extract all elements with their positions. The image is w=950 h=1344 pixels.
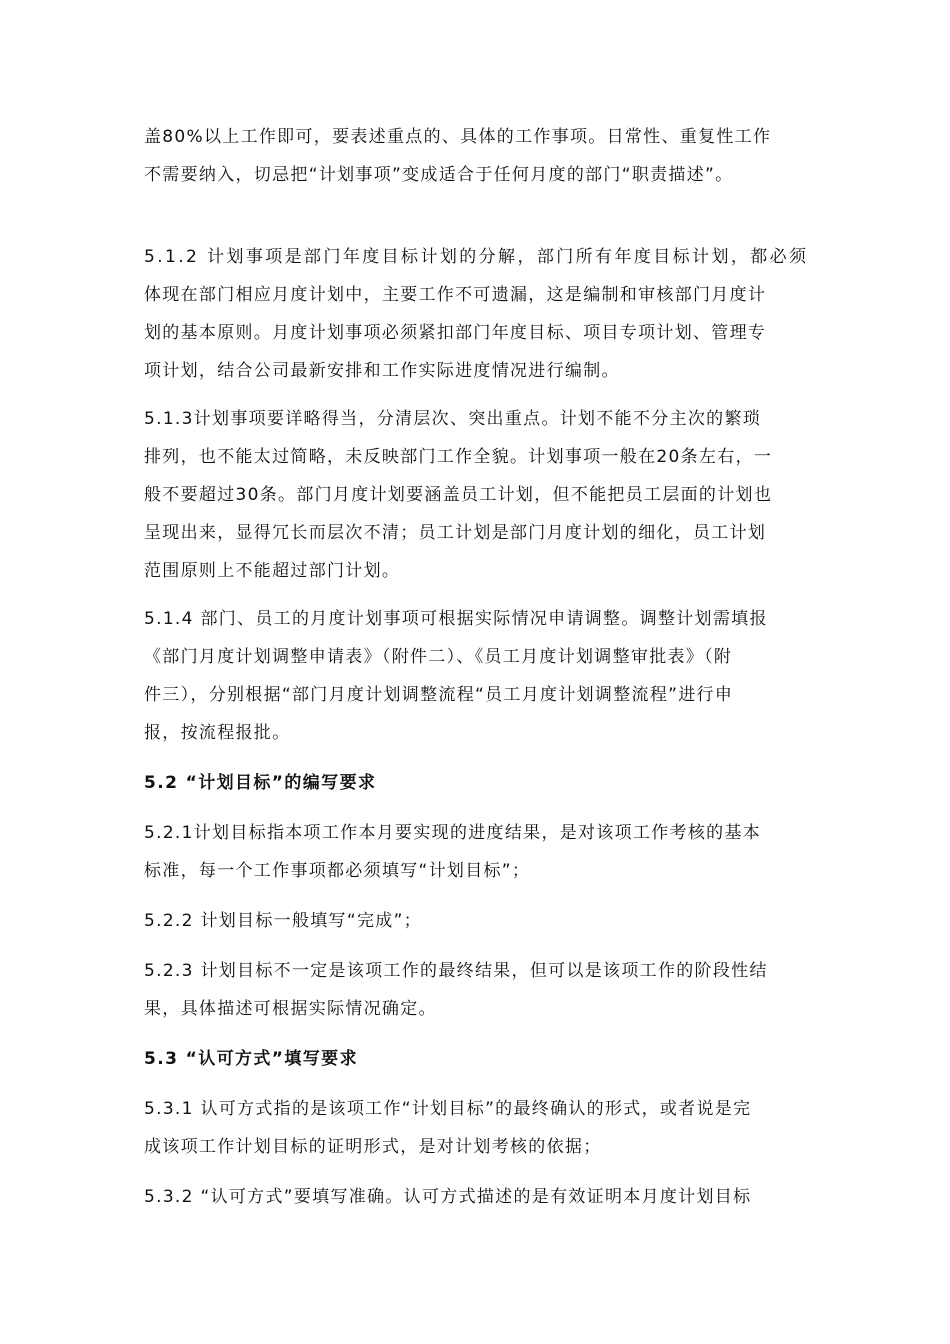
paragraph-line: 盖80%以上工作即可，要表述重点的、具体的工作事项。日常性、重复性工作 xyxy=(144,127,772,147)
paragraph-line: 5.3.2 “认可方式”要填写准确。认可方式描述的是有效证明本月度计划目标 xyxy=(144,1187,752,1207)
paragraph-line: 5.1.3计划事项要详略得当，分清层次、突出重点。计划不能不分主次的繁琐 xyxy=(144,409,762,429)
paragraph-line: 5.1.4 部门、员工的月度计划事项可根据实际情况申请调整。调整计划需填报 xyxy=(144,609,768,629)
paragraph-line: 5.1.2 计划事项是部门年度目标计划的分解，部门所有年度目标计划，都必须 xyxy=(144,247,809,267)
paragraph-line: 《部门月度计划调整申请表》（附件二）、《员工月度计划调整审批表》（附 xyxy=(144,647,733,667)
paragraph-line: 划的基本原则。月度计划事项必须紧扣部门年度目标、项目专项计划、管理专 xyxy=(144,323,767,343)
paragraph-line: 5.2.2 计划目标一般填写“完成”； xyxy=(144,911,422,931)
paragraph-line: 般不要超过30条。部门月度计划要涵盖员工计划，但不能把员工层面的计划也 xyxy=(144,485,773,505)
paragraph-line: 范围原则上不能超过部门计划。 xyxy=(144,561,401,581)
paragraph-line: 果，具体描述可根据实际情况确定。 xyxy=(144,999,437,1019)
paragraph-line: 5.2.1计划目标指本项工作本月要实现的进度结果，是对该项工作考核的基本 xyxy=(144,823,762,843)
paragraph-line: 呈现出来，显得冗长而层次不清；员工计划是部门月度计划的细化，员工计划 xyxy=(144,523,767,543)
paragraph-line: 项计划，结合公司最新安排和工作实际进度情况进行编制。 xyxy=(144,361,620,381)
section-heading: 5.2 “计划目标”的编写要求 xyxy=(144,773,377,793)
paragraph-line: 成该项工作计划目标的证明形式，是对计划考核的依据； xyxy=(144,1137,602,1157)
paragraph-line: 体现在部门相应月度计划中，主要工作不可遗漏，这是编制和审核部门月度计 xyxy=(144,285,767,305)
paragraph-line: 报，按流程报批。 xyxy=(144,723,291,743)
section-heading: 5.3 “认可方式”填写要求 xyxy=(144,1049,358,1069)
paragraph-line: 5.3.1 认可方式指的是该项工作“计划目标”的最终确认的形式，或者说是完 xyxy=(144,1099,752,1119)
paragraph-line: 件三），分别根据“部门月度计划调整流程“员工月度计划调整流程”进行申 xyxy=(144,685,734,705)
paragraph-line: 5.2.3 计划目标不一定是该项工作的最终结果，但可以是该项工作的阶段性结 xyxy=(144,961,768,981)
paragraph-line: 不需要纳入，切忌把“计划事项”变成适合于任何月度的部门“职责描述”。 xyxy=(144,165,734,185)
paragraph-line: 标准，每一个工作事项都必须填写“计划目标”； xyxy=(144,861,531,881)
paragraph-line: 排列，也不能太过简略，未反映部门工作全貌。计划事项一般在20条左右，一 xyxy=(144,447,773,467)
